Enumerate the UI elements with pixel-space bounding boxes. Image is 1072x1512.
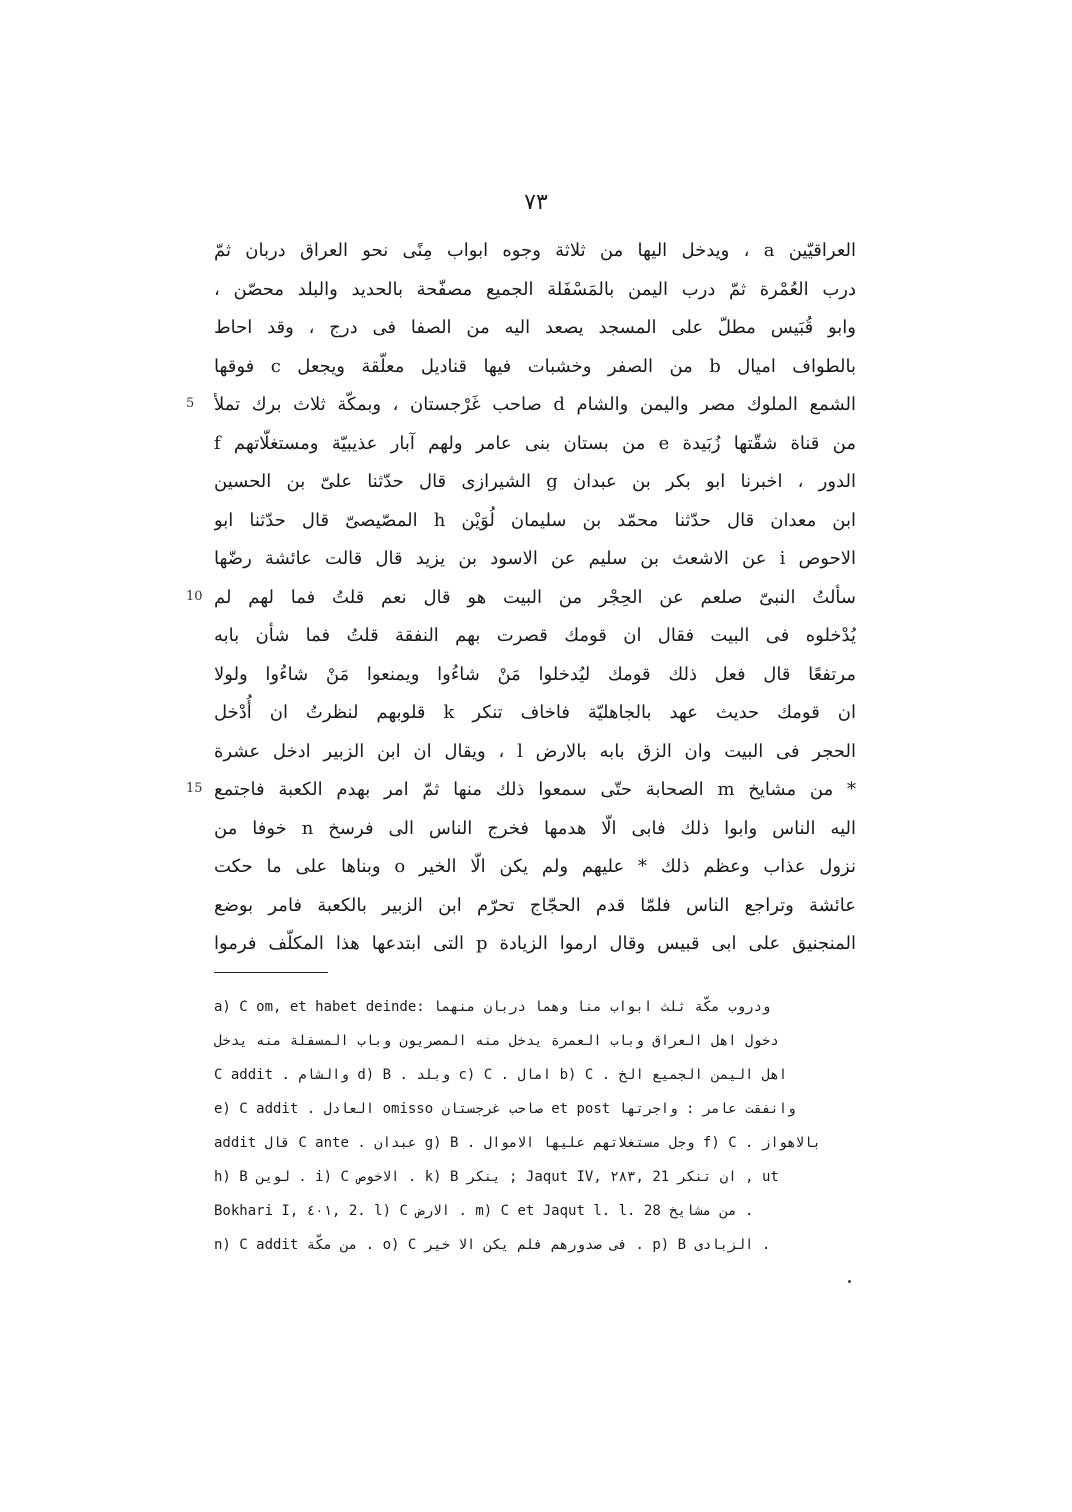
line-number: 15 — [186, 781, 203, 796]
text-line — [214, 271, 856, 310]
page-number: ٧٣ — [524, 190, 548, 215]
footnote-line: h) B لوين . i) C الاخوص . k) B ينكر ; Jaqut IV, ٢٨٣, 21 ان تنكر , ut — [214, 1169, 779, 1185]
text-line — [214, 309, 856, 348]
text-line — [214, 348, 856, 387]
text-line-content: الاحوص i عن الاشعث بن سليم عن الاسود بن يزيد قال قالت عائشة رضّها — [214, 548, 856, 569]
footnotes-block — [214, 990, 856, 1262]
stray-dot — [848, 1280, 851, 1283]
footnote-line: اهل اليمن الجميع الخ . b) C امال . c) C وبلد . d) B والشام . C addit — [214, 1067, 788, 1083]
text-line — [214, 771, 856, 810]
text-line-content: اليه الناس وابوا ذلك فابى الّا هدمها فخرج الناس الى فرسخ n خوفا من — [214, 817, 856, 839]
text-line — [214, 887, 856, 926]
footnote-line: وانفقت عامر : واجرتها et post صاحب غرجستان omisso العادل . e) C addit — [214, 1101, 796, 1117]
text-line-content: * من مشايخ m الصحابة حتّى سمعوا ذلك منها ثمّ امر بهدم الكعبة فاجتمع — [214, 779, 856, 800]
line-number: 5 — [186, 396, 195, 411]
text-line-content: بالطواف اميال b من الصفر وخشبات فيها قناديل معلّقة ويجعل c فوقها — [214, 355, 856, 377]
text-line — [214, 694, 856, 733]
text-line-content: عائشة وتراجع الناس فلمّا قدم الحجّاج تحرّم ابن الزبير بالكعبة فامر بوضع — [214, 894, 856, 916]
text-line — [214, 463, 856, 502]
footnote-line: دخول اهل العراق وباب العمرة يدخل منه المصريون وباب المسفلة منه يدخل — [214, 1033, 779, 1049]
text-line — [214, 232, 856, 271]
text-line-content: يُدْخلوه فى البيت فقال ان قومك قصرت بهم النفقة قلتُ فما شأن بابه — [214, 625, 856, 646]
footnote-divider — [214, 972, 328, 973]
text-line — [214, 425, 856, 464]
text-line-content: العراقيّين a ، ويدخل اليها من ثلاثة وجوه ابواب مِنًى نحو العراق دربان ثمّ — [214, 240, 856, 261]
footnote-line: Bokhari I, ٤٠١, 2. l) C الارض . m) C et Jaqut l. l. 28 من مشايخ . — [214, 1203, 754, 1219]
text-line-content: ان قومك حديث عهد بالجاهليّة فاخاف تنكر k قلوبهم لنظرتُ ان أُدْخل — [214, 702, 856, 723]
text-line-content: سألتُ النبىّ صلعم عن الحِجْر من البيت هو قال نعم قلتُ فما لهم لم — [214, 586, 856, 608]
text-line-content: الحجر فى البيت وان الزق بابه بالارض l ، ويقال ان ابن الزبير ادخل عشرة — [214, 740, 856, 762]
text-line-content: وابو قُبَيس مطلّ على المسجد يصعد اليه من الصفا فى درج ، وقد احاط — [214, 317, 856, 338]
text-line — [214, 502, 856, 541]
text-line-content: من قناة شقّتها زُبَيدة e من بستان بنى عامر ولهم آبار عذيبيّة ومستغلّاتهم f — [214, 432, 856, 454]
text-line — [214, 540, 856, 579]
text-line-content: المنجنيق على ابى قبيس وقال ارموا الزيادة p التى ابتدعها هذا المكلّف فرموا — [214, 933, 856, 954]
text-line — [214, 925, 856, 964]
text-line-content: الدور ، اخبرنا ابو بكر بن عبدان g الشيرازى قال حدّثنا علىّ بن الحسين — [214, 471, 856, 492]
text-line — [214, 848, 856, 887]
text-line-content: درب العُمْرة ثمّ درب اليمن بالمَسْفَلة الجميع مصفّحة بالحديد والبلد محصّن ، — [214, 278, 856, 300]
text-line-content: مرتفعًا قال فعل ذلك قومك ليُدخلوا مَنْ شاءُوا ويمنعوا مَنْ شاءُوا ولولا — [214, 663, 856, 685]
text-line — [214, 386, 856, 425]
line-number: 10 — [186, 588, 203, 604]
text-line — [214, 810, 856, 849]
main-text-block — [186, 232, 856, 964]
text-line-content: ابن معدان قال حدّثنا محمّد بن سليمان لُوَيْن h المصّيصىّ قال حدّثنا ابو — [214, 509, 856, 531]
text-line-content: الشمع الملوك مصر واليمن والشام d صاحب غَرْجستان ، وبمكّة ثلاث برك تملأ — [214, 394, 856, 415]
text-line-content: نزول عذاب وعظم ذلك * عليهم ولم يكن الّا الخير o وبناها على ما حكت — [214, 856, 856, 877]
footnote-line: بالاهواز . f) C وجل مستغلاتهم عليها الاموال . g) B عبدان . C ante قال addit — [214, 1135, 821, 1151]
footnote-line: n) C addit من مكّة . o) C فى صدورهم فلم يكن الا خير . p) B الزبادى . — [214, 1237, 771, 1253]
text-line — [214, 733, 856, 772]
text-line — [214, 617, 856, 656]
text-line — [214, 656, 856, 695]
footnote-line: a) C om, et habet deinde: ودروب مكّة ثلث ابواب منا وهما دربان منهما — [214, 999, 771, 1015]
text-line — [214, 579, 856, 618]
